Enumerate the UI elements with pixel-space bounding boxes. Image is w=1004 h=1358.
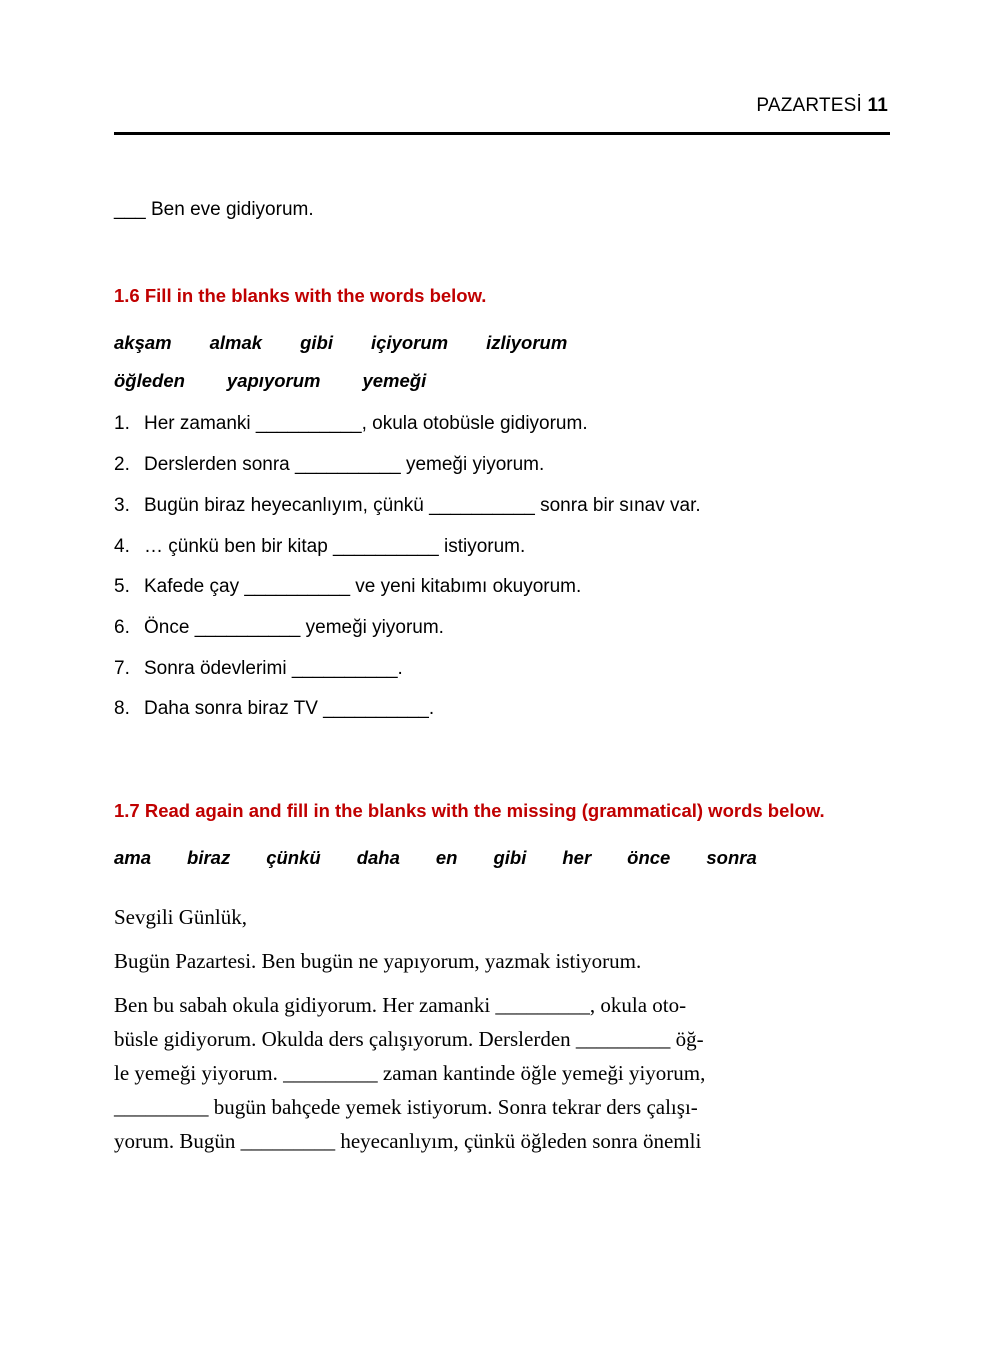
diary-body-paragraph[interactable]	[114, 988, 890, 1158]
exercise-number: 5.	[114, 576, 130, 598]
diary-paragraph-line: le yemeği yiyorum. _________ zaman kantinde öğle yemeği yiyorum,	[114, 1061, 706, 1086]
exercise-item	[114, 697, 890, 722]
wordbank-word: izliyorum	[486, 331, 568, 353]
section-1-7-wordbank	[114, 845, 890, 872]
exercise-item	[114, 494, 890, 519]
wordbank-word: akşam	[114, 331, 172, 353]
exercise-number: 6.	[114, 616, 130, 638]
diary-paragraph-line: yorum. Bugün _________ heyecanlıyım, çünkü öğleden sonra önemli	[114, 1129, 702, 1154]
exercise-number: 2.	[114, 454, 130, 476]
wordbank-word: ama	[114, 847, 152, 869]
wordbank-word: her	[562, 847, 592, 869]
diary-passage	[114, 900, 890, 1158]
section-1-7-heading: 1.7 Read again and fill in the blanks with the missing (grammatical) words below.	[114, 799, 825, 821]
wordbank-row-2	[114, 368, 890, 395]
exercise-number: 4.	[114, 535, 130, 557]
wordbank-word: önce	[627, 847, 671, 869]
page-header	[114, 96, 890, 130]
wordbank-word: yapıyorum	[226, 369, 321, 391]
exercise-text[interactable]: Her zamanki __________, okula otobüsle gidiyorum.	[144, 413, 588, 435]
exercise-text[interactable]: Derslerden sonra __________ yemeği yiyorum.	[144, 454, 545, 476]
wordbank-word: sonra	[706, 847, 757, 869]
section-1-6-wordbank	[114, 330, 890, 395]
exercise-item	[114, 657, 890, 682]
header-page-number: 11	[867, 95, 888, 116]
exercise-number: 7.	[114, 657, 130, 679]
wordbank-word: gibi	[300, 331, 333, 353]
diary-paragraph-line: Ben bu sabah okula gidiyorum. Her zamanki _________, okula oto-	[114, 993, 687, 1018]
exercise-number: 1.	[114, 413, 130, 435]
wordbank-row-1	[114, 330, 890, 357]
wordbank-word: öğleden	[114, 369, 185, 391]
header-day-label: PAZARTESİ	[756, 95, 863, 116]
wordbank-row-3	[114, 845, 890, 872]
exercise-item	[114, 616, 890, 641]
exercise-text[interactable]: … çünkü ben bir kitap __________ istiyorum.	[144, 535, 526, 557]
section-1-6-heading: 1.6 Fill in the blanks with the words below.	[114, 284, 487, 306]
exercise-text[interactable]: Bugün biraz heyecanlıyım, çünkü __________ sonra bir sınav var.	[144, 494, 701, 516]
diary-paragraph-line: _________ bugün bahçede yemek istiyorum. Sonra tekrar ders çalışı-	[114, 1095, 698, 1120]
header-day-and-page	[756, 96, 888, 115]
header-rule	[114, 132, 890, 135]
exercise-number: 8.	[114, 698, 130, 720]
diary-opening-sentence: Bugün Pazartesi. Ben bugün ne yapıyorum, yazmak istiyorum.	[114, 949, 642, 974]
section-1-6-exercise-list	[114, 412, 890, 722]
wordbank-word: gibi	[493, 847, 527, 869]
wordbank-word: daha	[356, 847, 400, 869]
wordbank-word: çünkü	[266, 847, 321, 869]
exercise-text[interactable]: Önce __________ yemeği yiyorum.	[144, 616, 444, 638]
wordbank-word: içiyorum	[370, 331, 449, 353]
exercise-text[interactable]: Daha sonra biraz TV __________.	[144, 698, 435, 720]
carryover-sentence: ___ Ben eve gidiyorum.	[114, 199, 314, 220]
diary-salutation: Sevgili Günlük,	[114, 905, 248, 930]
wordbank-word: biraz	[187, 847, 231, 869]
exercise-item	[114, 412, 890, 437]
exercise-item	[114, 535, 890, 560]
exercise-item	[114, 453, 890, 478]
wordbank-word: en	[435, 847, 458, 869]
exercise-number: 3.	[114, 494, 130, 516]
exercise-text[interactable]: Kafede çay __________ ve yeni kitabımı okuyorum.	[144, 576, 582, 598]
wordbank-word: almak	[209, 331, 263, 353]
wordbank-word: yemeği	[362, 369, 427, 391]
exercise-item	[114, 575, 890, 600]
exercise-text[interactable]: Sonra ödevlerimi __________.	[144, 657, 403, 679]
diary-paragraph-line: büsle gidiyorum. Okulda ders çalışıyorum. Derslerden _________ öğ-	[114, 1027, 704, 1052]
